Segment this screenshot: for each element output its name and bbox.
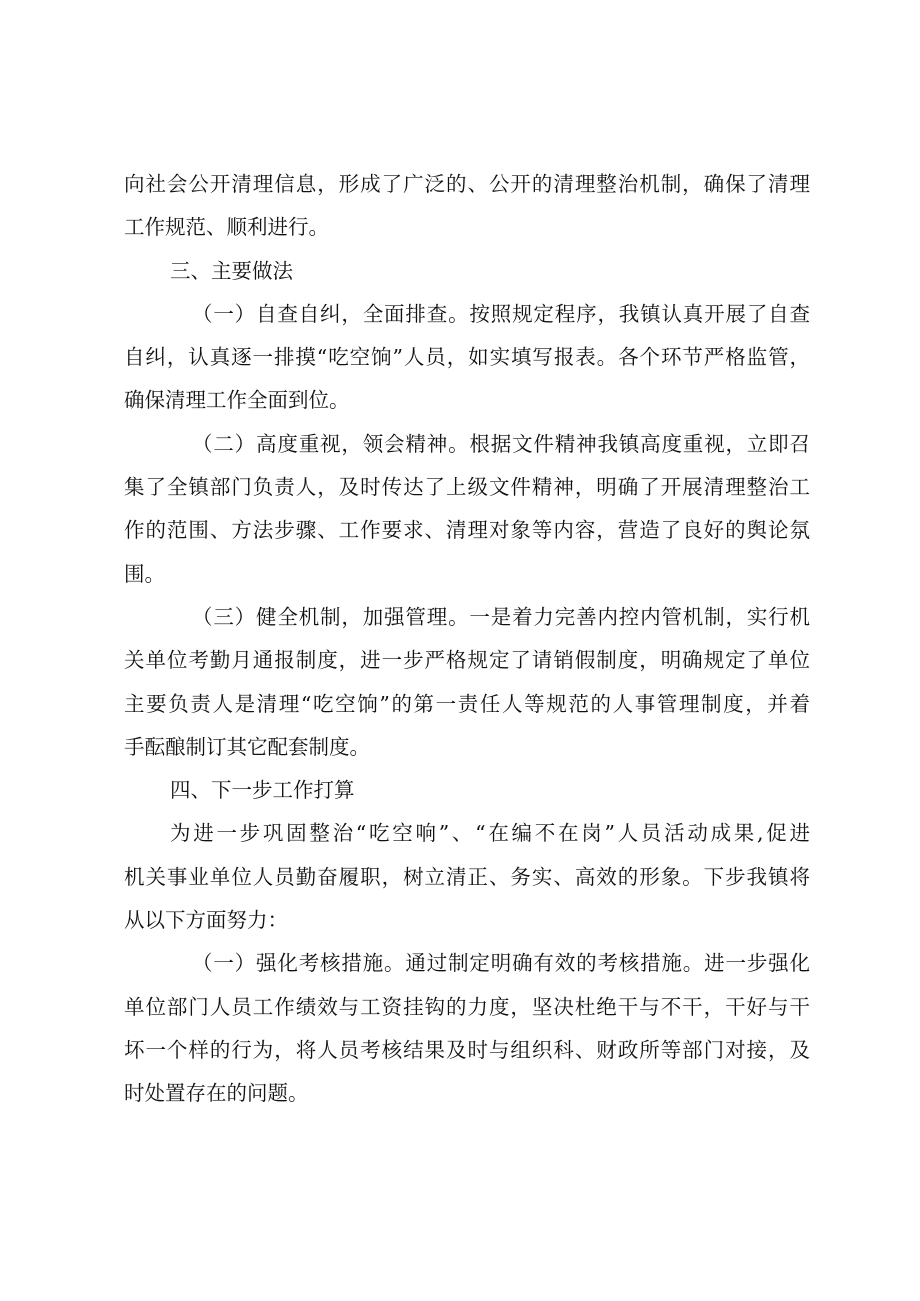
text-line: 集了全镇部门负责人，及时传达了上级文件精神，明确了开展清理整治工 [124, 475, 810, 500]
text-line: 关单位考勤月通报制度，进一步严格规定了请销假制度，明确规定了单位 [124, 648, 810, 673]
paragraph [124, 942, 810, 1115]
text-line: 作的范围、方法步骤、工作要求、清理对象等内容，营造了良好的舆论氛 [124, 518, 810, 543]
text-line: （一）强化考核措施。通过制定明确有效的考核措施。进一步强化 [192, 951, 810, 976]
text-line: 从以下方面努力： [124, 908, 288, 933]
paragraph [124, 293, 810, 423]
text-line: 向社会公开清理信息，形成了广泛的、公开的清理整治机制，确保了清理 [124, 172, 810, 196]
text-line: 坏一个样的行为，将人员考核结果及时与组织科、财政所等部门对接，及 [124, 1037, 810, 1062]
text-line: 机关事业单位人员勤奋履职，树立清正、务实、高效的形象。下步我镇将 [124, 864, 810, 889]
text-line: 单位部门人员工作绩效与工资挂钩的力度，坚决杜绝干与不干，干好与干 [124, 994, 810, 1019]
document-page [124, 163, 810, 1116]
text-line: （三）健全机制，加强管理。一是着力完善内控内管机制，实行机 [192, 604, 810, 629]
text-line: （二）高度重视，领会精神。根据文件精神我镇高度重视，立即召 [192, 431, 810, 456]
section-heading [124, 769, 810, 812]
heading-text: 三、主要做法 [170, 258, 293, 283]
text-line: 确保清理工作全面到位。 [124, 388, 350, 413]
section-heading [124, 250, 810, 293]
text-line: 围。 [124, 561, 165, 586]
paragraph [124, 163, 810, 250]
text-line: 自纠，认真逐一排摸“吃空饷”人员，如实填写报表。各个环节严格监管， [124, 345, 810, 370]
text-line: 为进一步巩固整治“吃空响”、“在编不在岗”人员活动成果,促进 [170, 821, 810, 846]
paragraph [124, 812, 810, 942]
text-line: （一）自查自纠，全面排查。按照规定程序，我镇认真开展了自查 [192, 301, 810, 326]
heading-text: 四、下一步工作打算 [170, 778, 355, 803]
text-line: 主要负责人是清理“吃空饷”的第一责任人等规范的人事管理制度，并着 [124, 691, 810, 716]
text-line: 工作规范、顺利进行。 [124, 215, 329, 240]
paragraph [124, 423, 810, 596]
paragraph [124, 596, 810, 769]
text-line: 时处置存在的问题。 [124, 1081, 309, 1106]
text-line: 手酝酿制订其它配套制度。 [124, 734, 370, 759]
